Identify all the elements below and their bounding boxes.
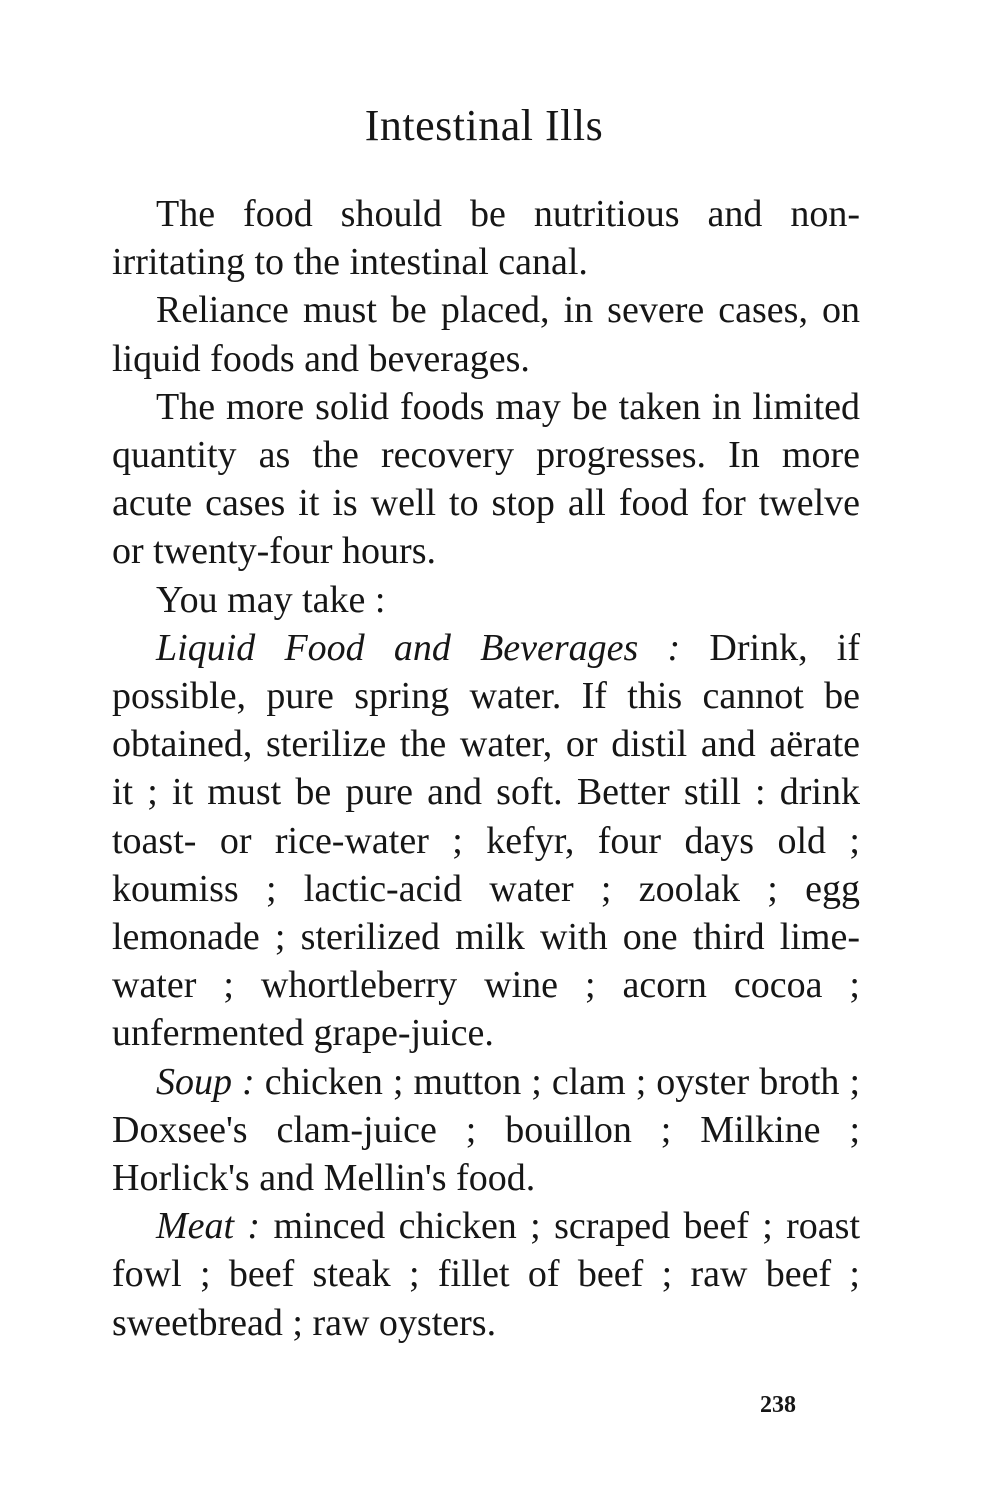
paragraph-reliance: Reliance must be placed, in severe cases, on liquid foods and beverages. — [112, 289, 860, 380]
paragraph-you-may-take: You may take : — [156, 578, 386, 621]
page-number: 238 — [760, 1392, 796, 1418]
paragraph-solid-foods: The more solid foods may be taken in limited quantity as the recovery progresses. In more acute cases it is well to stop all food for twelve or twenty-four hours. — [112, 385, 860, 573]
running-head: Intestinal Ills — [364, 101, 604, 150]
run-in-heading-soup: Soup : — [156, 1060, 255, 1103]
paragraph-food-nutritious: The food should be nutritious and non-irritating to the intestinal canal. — [112, 193, 860, 284]
paragraph-meat — [112, 1202, 860, 1347]
meat-text: minced chicken ; scraped beef ; roast fowl ; beef steak ; fillet of beef ; raw beef ; sweetbread ; raw oysters. — [112, 1205, 860, 1344]
run-in-heading-liquid-food: Liquid Food and Beverages : — [156, 626, 681, 669]
paragraph-liquid-food — [112, 624, 860, 1058]
paragraph-soup — [112, 1058, 860, 1203]
run-in-heading-meat: Meat : — [156, 1205, 261, 1248]
soup-text: chicken ; mutton ; clam ; oyster broth ; Doxsee's clam-juice ; bouillon ; Milkine ; Horlick's and Mellin's food. — [112, 1060, 860, 1200]
body-text — [112, 190, 860, 1347]
liquid-food-text: Drink, if possible, pure spring water. If this cannot be obtained, sterilize the water, or distil and aërate it ; it must be pure and soft. Better still : drink toast- or rice-water ; kefyr, four days old ; koumiss ; lactic-acid water ; zoolak ; egg lemonade ; sterilized milk with one third lime-water ; whortleberry wine ; acorn cocoa ; unfermented grape-juice. — [112, 626, 860, 1055]
